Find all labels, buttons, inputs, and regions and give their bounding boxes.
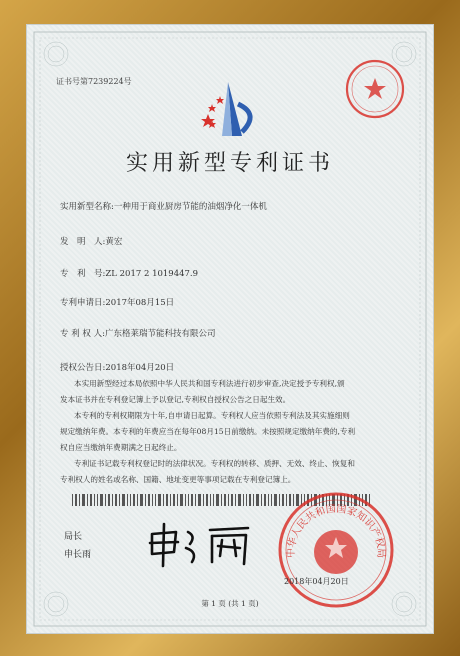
page-number: 第 1 页 (共 1 页) — [201, 599, 259, 608]
field-patent-number — [60, 267, 198, 279]
grant-date-label: 授权公告日: — [60, 363, 106, 373]
grant-date-value: 2018年04月20日 — [105, 363, 175, 373]
field-inventor — [60, 235, 122, 247]
paragraph-line: 规定缴纳年费。本专利的年费应当在每年08月15日前缴纳。未按照规定缴纳年费的,专利 — [60, 427, 356, 436]
paragraph-line: 专利证书记载专利权登记时的法律状况。专利权的转移、质押、无效、终止、恢复和 — [74, 459, 355, 468]
patent-no-label: 专 利 号: — [60, 269, 106, 279]
filing-date-label: 专利申请日: — [60, 298, 106, 308]
director-name: 申长雨 — [64, 550, 92, 560]
name-value: 一种用于商业厨房节能的油烟净化一体机 — [113, 202, 267, 212]
name-label: 实用新型名称: — [60, 202, 114, 212]
issue-date: 2018年04月20日 — [284, 577, 349, 586]
paragraph-line: 发本证书并在专利登记簿上予以登记,专利权自授权公告之日起生效。 — [60, 395, 291, 404]
seal-text: 中华人民共和国国家知识产权局 — [285, 503, 387, 559]
owner-label: 专 利 权 人: — [60, 329, 105, 339]
paragraph-grant — [60, 376, 420, 408]
paragraph-line: 权自应当缴纳年费期满之日起终止。 — [60, 443, 182, 452]
patent-no-value: ZL 2017 2 1019447.9 — [105, 269, 199, 279]
paragraph-line: 本专利的专利权期限为十年,自申请日起算。专利权人应当依照专利法及其实施细则 — [74, 411, 350, 420]
inventor-label: 发 明 人: — [60, 237, 106, 247]
paragraph-line: 本实用新型经过本局依照中华人民共和国专利法进行初步审查,决定授予专利权,颁 — [74, 379, 345, 388]
owner-value: 广东格莱瑞节能科技有限公司 — [104, 329, 216, 339]
paragraph-legal-status — [60, 456, 420, 488]
inventor-value: 黄宏 — [105, 237, 123, 247]
patent-office-logo-icon — [198, 74, 268, 144]
national-ip-office-seal — [276, 490, 396, 610]
top-seal-stamp — [344, 58, 406, 120]
field-utility-model-name — [60, 200, 267, 212]
paragraph-term — [60, 408, 420, 456]
field-grant-date — [60, 361, 174, 373]
certificate-number: 证书号第7239224号 — [56, 77, 132, 86]
director-title: 局长 — [64, 532, 83, 542]
certificate-paper — [26, 24, 434, 634]
paragraph-line: 专利权人的姓名或名称、国籍、地址变更等事项记载在专利登记簿上。 — [60, 475, 296, 484]
filing-date-value: 2017年08月15日 — [105, 298, 175, 308]
field-patent-owner — [60, 327, 216, 339]
handwritten-signature — [146, 522, 256, 568]
certificate-title: 实用新型专利证书 — [125, 151, 334, 176]
field-filing-date — [60, 296, 174, 308]
